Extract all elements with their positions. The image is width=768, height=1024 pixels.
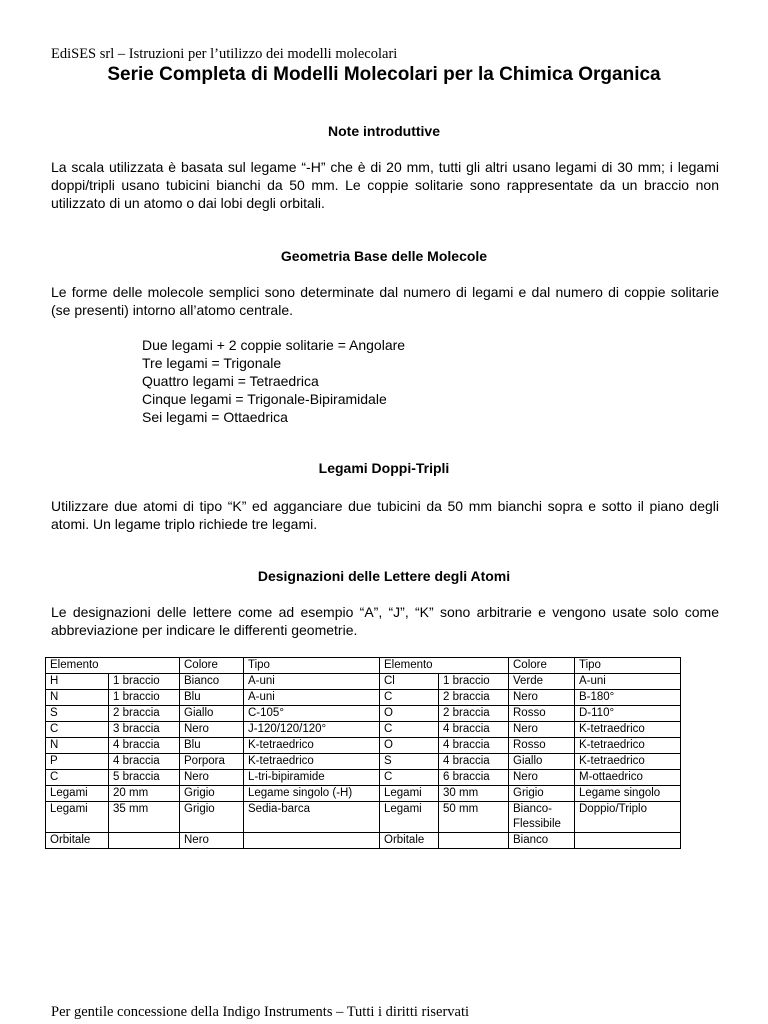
table-row	[46, 738, 681, 754]
table-cell: 3 braccia	[109, 722, 180, 738]
table-header-cell: Elemento	[46, 658, 180, 674]
geometry-paragraph: Le forme delle molecole semplici sono determinate dal numero di legami e dal numero di coppie solitarie (se presenti) intorno all’atomo centrale.	[51, 284, 719, 318]
table-cell: C	[380, 770, 439, 786]
geometry-item: Tre legami = Trigonale	[142, 355, 282, 371]
table-header-cell: Colore	[180, 658, 244, 674]
table-cell	[439, 833, 509, 849]
table-cell: Nero	[180, 833, 244, 849]
table-row	[46, 754, 681, 770]
geometry-heading: Geometria Base delle Molecole	[280, 248, 488, 264]
table-cell: Nero	[509, 722, 575, 738]
table-cell: Giallo	[509, 754, 575, 770]
table-row	[46, 802, 681, 833]
geometry-item: Quattro legami = Tetraedrica	[142, 373, 319, 389]
table-header-cell: Tipo	[244, 658, 380, 674]
table-row	[46, 770, 681, 786]
intro-paragraph: La scala utilizzata è basata sul legame “-H” che è di 20 mm, tutti gli altri usano legami di 30 mm; i legami doppi/tripli usano tubicini bianchi da 50 mm. Le coppie solitarie sono rappresentate da un braccio non utilizzato di un atomo o dai lobi degli orbitali.	[51, 159, 719, 211]
table-header-cell: Tipo	[575, 658, 681, 674]
table-row	[46, 706, 681, 722]
table-cell: O	[380, 706, 439, 722]
table-cell: Blu	[180, 690, 244, 706]
table-cell: Verde	[509, 674, 575, 690]
document-footer: Per gentile concessione della Indigo Instruments – Tutti i diritti riservati	[51, 1004, 470, 1020]
bonds-heading: Legami Doppi-Tripli	[318, 460, 450, 476]
table-cell: 4 braccia	[439, 722, 509, 738]
table-cell: Nero	[509, 690, 575, 706]
table-row	[46, 833, 681, 849]
table-cell: A-uni	[244, 674, 380, 690]
table-cell: Orbitale	[46, 833, 109, 849]
table-cell: Doppio/Triplo	[575, 802, 681, 833]
table-cell: C	[380, 690, 439, 706]
table-cell: Giallo	[180, 706, 244, 722]
table-cell: Sedia-barca	[244, 802, 380, 833]
table-cell: Cl	[380, 674, 439, 690]
table-cell: K-tetraedrico	[575, 722, 681, 738]
table-cell: N	[46, 738, 109, 754]
table-cell: 30 mm	[439, 786, 509, 802]
table-cell: Rosso	[509, 706, 575, 722]
table-cell: Bianco	[180, 674, 244, 690]
table-row	[46, 722, 681, 738]
geometry-list	[142, 336, 405, 426]
table-cell: 1 braccio	[439, 674, 509, 690]
geometry-item: Due legami + 2 coppie solitarie = Angolare	[142, 337, 406, 353]
table-cell: Legami	[46, 802, 109, 833]
table-cell: L-tri-bipiramide	[244, 770, 380, 786]
table-cell	[244, 833, 380, 849]
table-cell: A-uni	[244, 690, 380, 706]
table-cell: Nero	[180, 722, 244, 738]
table-cell: Legami	[380, 802, 439, 833]
table-cell	[109, 833, 180, 849]
table-cell: A-uni	[575, 674, 681, 690]
letters-heading: Designazioni delle Lettere degli Atomi	[257, 568, 511, 584]
table-cell: Legame singolo	[575, 786, 681, 802]
table-cell: Grigio	[180, 786, 244, 802]
table-cell: 4 braccia	[439, 754, 509, 770]
table-cell: 2 braccia	[439, 706, 509, 722]
bonds-paragraph: Utilizzare due atomi di tipo “K” ed agganciare due tubicini da 50 mm bianchi sopra e sotto il piano degli atomi. Un legame triplo richiede tre legami.	[51, 498, 719, 532]
table-cell: Bianco	[509, 833, 575, 849]
atom-designation-table	[45, 657, 681, 849]
table-cell: Nero	[509, 770, 575, 786]
table-cell: Porpora	[180, 754, 244, 770]
table-cell: Orbitale	[380, 833, 439, 849]
table-cell: 4 braccia	[439, 738, 509, 754]
table-cell: K-tetraedrico	[575, 738, 681, 754]
table-cell: H	[46, 674, 109, 690]
table-header-cell: Elemento	[380, 658, 509, 674]
table-cell: Rosso	[509, 738, 575, 754]
intro-heading: Note introduttive	[328, 123, 440, 139]
table-cell: 1 braccio	[109, 690, 180, 706]
table-row	[46, 786, 681, 802]
document-title: Serie Completa di Modelli Molecolari per la Chimica Organica	[107, 64, 661, 85]
table-row	[46, 674, 681, 690]
document-header: EdiSES srl – Istruzioni per l’utilizzo dei modelli molecolari	[51, 46, 398, 62]
table-cell: K-tetraedrico	[575, 754, 681, 770]
table-cell: S	[380, 754, 439, 770]
letters-paragraph: Le designazioni delle lettere come ad esempio “A”, “J”, “K” sono arbitrarie e vengono usate solo come abbreviazione per indicare le differenti geometrie.	[51, 604, 719, 638]
geometry-item: Cinque legami = Trigonale-Bipiramidale	[142, 391, 387, 407]
table-cell: 2 braccia	[109, 706, 180, 722]
table-cell: 4 braccia	[109, 738, 180, 754]
table-cell: 1 braccio	[109, 674, 180, 690]
table-cell: 6 braccia	[439, 770, 509, 786]
table-cell: 4 braccia	[109, 754, 180, 770]
table-cell: J-120/120/120°	[244, 722, 380, 738]
table-header-row	[46, 658, 681, 674]
table-cell: B-180°	[575, 690, 681, 706]
table-cell: C	[46, 770, 109, 786]
table-cell	[575, 833, 681, 849]
geometry-item: Sei legami = Ottaedrica	[142, 409, 288, 425]
table-cell: Grigio	[180, 802, 244, 833]
table-cell: 50 mm	[439, 802, 509, 833]
table-cell: Legame singolo (-H)	[244, 786, 380, 802]
table-cell: S	[46, 706, 109, 722]
table-cell: Nero	[180, 770, 244, 786]
table-cell: K-tetraedrico	[244, 754, 380, 770]
table-cell: N	[46, 690, 109, 706]
table-cell: M-ottaedrico	[575, 770, 681, 786]
table-cell: C	[380, 722, 439, 738]
table-cell: C	[46, 722, 109, 738]
table-cell: 20 mm	[109, 786, 180, 802]
table-cell: Bianco-Flessibile	[509, 802, 575, 833]
table-cell: 2 braccia	[439, 690, 509, 706]
table-cell: P	[46, 754, 109, 770]
table-cell: C-105°	[244, 706, 380, 722]
table-cell: D-110°	[575, 706, 681, 722]
table-header-cell: Colore	[509, 658, 575, 674]
table-cell: Blu	[180, 738, 244, 754]
table-row	[46, 690, 681, 706]
table-cell: 5 braccia	[109, 770, 180, 786]
table-cell: 35 mm	[109, 802, 180, 833]
table-cell: K-tetraedrico	[244, 738, 380, 754]
table-cell: Grigio	[509, 786, 575, 802]
table-cell: Legami	[46, 786, 109, 802]
table-cell: O	[380, 738, 439, 754]
table-cell: Legami	[380, 786, 439, 802]
